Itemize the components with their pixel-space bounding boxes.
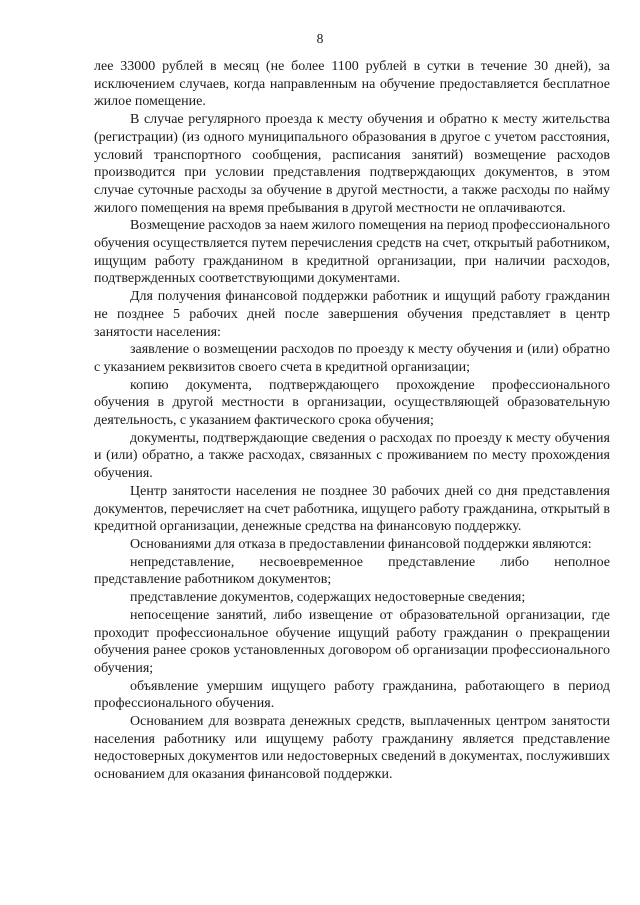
document-body — [94, 58, 610, 784]
paragraph-continuation: лее 33000 рублей в месяц (не более 1100 рублей в сутки в течение 30 дней), за исключением случаев, когда направленным на обучение предоставляется бесплатное жилое помещение. — [94, 59, 610, 110]
paragraph-housing-reimbursement: Возмещение расходов за наем жилого помещения на период профессионального обучения осуществляется путем перечисления средств на счет, открытый работником, ищущим работу гражданином в кредитной организации, при наличии расходов, подтвержденных соответствующими документами. — [94, 218, 610, 287]
list-item-missing-documents: непредставление, несвоевременное представление либо неполное представление работником документов; — [94, 554, 610, 588]
list-item-declared-deceased: объявление умершим ищущего работу гражданина, работающего в период профессионального обучения. — [94, 678, 610, 712]
paragraph-refund-grounds: Основанием для возврата денежных средств, выплаченных центром занятости населения работнику или ищущему работу гражданину является представление недостоверных документов или недостоверных сведений в документах, послуживших основанием для оказания финансовой поддержки. — [94, 714, 610, 783]
list-item-nonattendance: непосещение занятий, либо извещение от образовательной организации, где проходит профессиональное обучение ищущий работу гражданин о прекращении обучения ранее сроков установленных договором об организации профессионального обучения; — [94, 607, 610, 676]
paragraph-submission-requirements: Для получения финансовой поддержки работник и ищущий работу гражданин не позднее 5 рабочих дней после завершения обучения представляет в центр занятости населения: — [94, 289, 610, 340]
paragraph-payment-transfer: Центр занятости населения не позднее 30 рабочих дней со дня представления документов, перечисляет на счет работника, ищущего работу гражданина, открытый в кредитной организации, денежные средства на финансовую поддержку. — [94, 483, 610, 535]
list-item-application: заявление о возмещении расходов по проезду к месту обучения и (или) обратно с указанием реквизитов своего счета в кредитной организации; — [94, 342, 610, 375]
page-number: 8 — [316, 31, 324, 46]
paragraph-refusal-grounds: Основаниями для отказа в предоставлении финансовой поддержки являются: — [130, 536, 592, 552]
list-item-false-documents: представление документов, содержащих недостоверные сведения; — [130, 590, 526, 606]
paragraph-regular-travel: В случае регулярного проезда к месту обучения и обратно к месту жительства (регистрации) (из одного муниципального образования в другое с учетом расстояния, условий транспортного сообщения, расписания занятий) возмещение расходов производится при условии представления подтверждающих документов, в этом случае суточные расходы за обучение в другой местности, а также расходы по найму жилого помещения на время пребывания в другой местности не оплачиваются. — [94, 112, 610, 216]
list-item-training-proof: копию документа, подтверждающего прохождение профессионального обучения в другой местности в организации, осуществляющей образовательную деятельность, с указанием фактического срока обучения; — [94, 377, 610, 429]
list-item-expense-documents: документы, подтверждающие сведения о расходах по проезду к месту обучения и (или) обратно, а также расходах, связанных с проживанием по месту прохождения обучения. — [94, 430, 610, 482]
